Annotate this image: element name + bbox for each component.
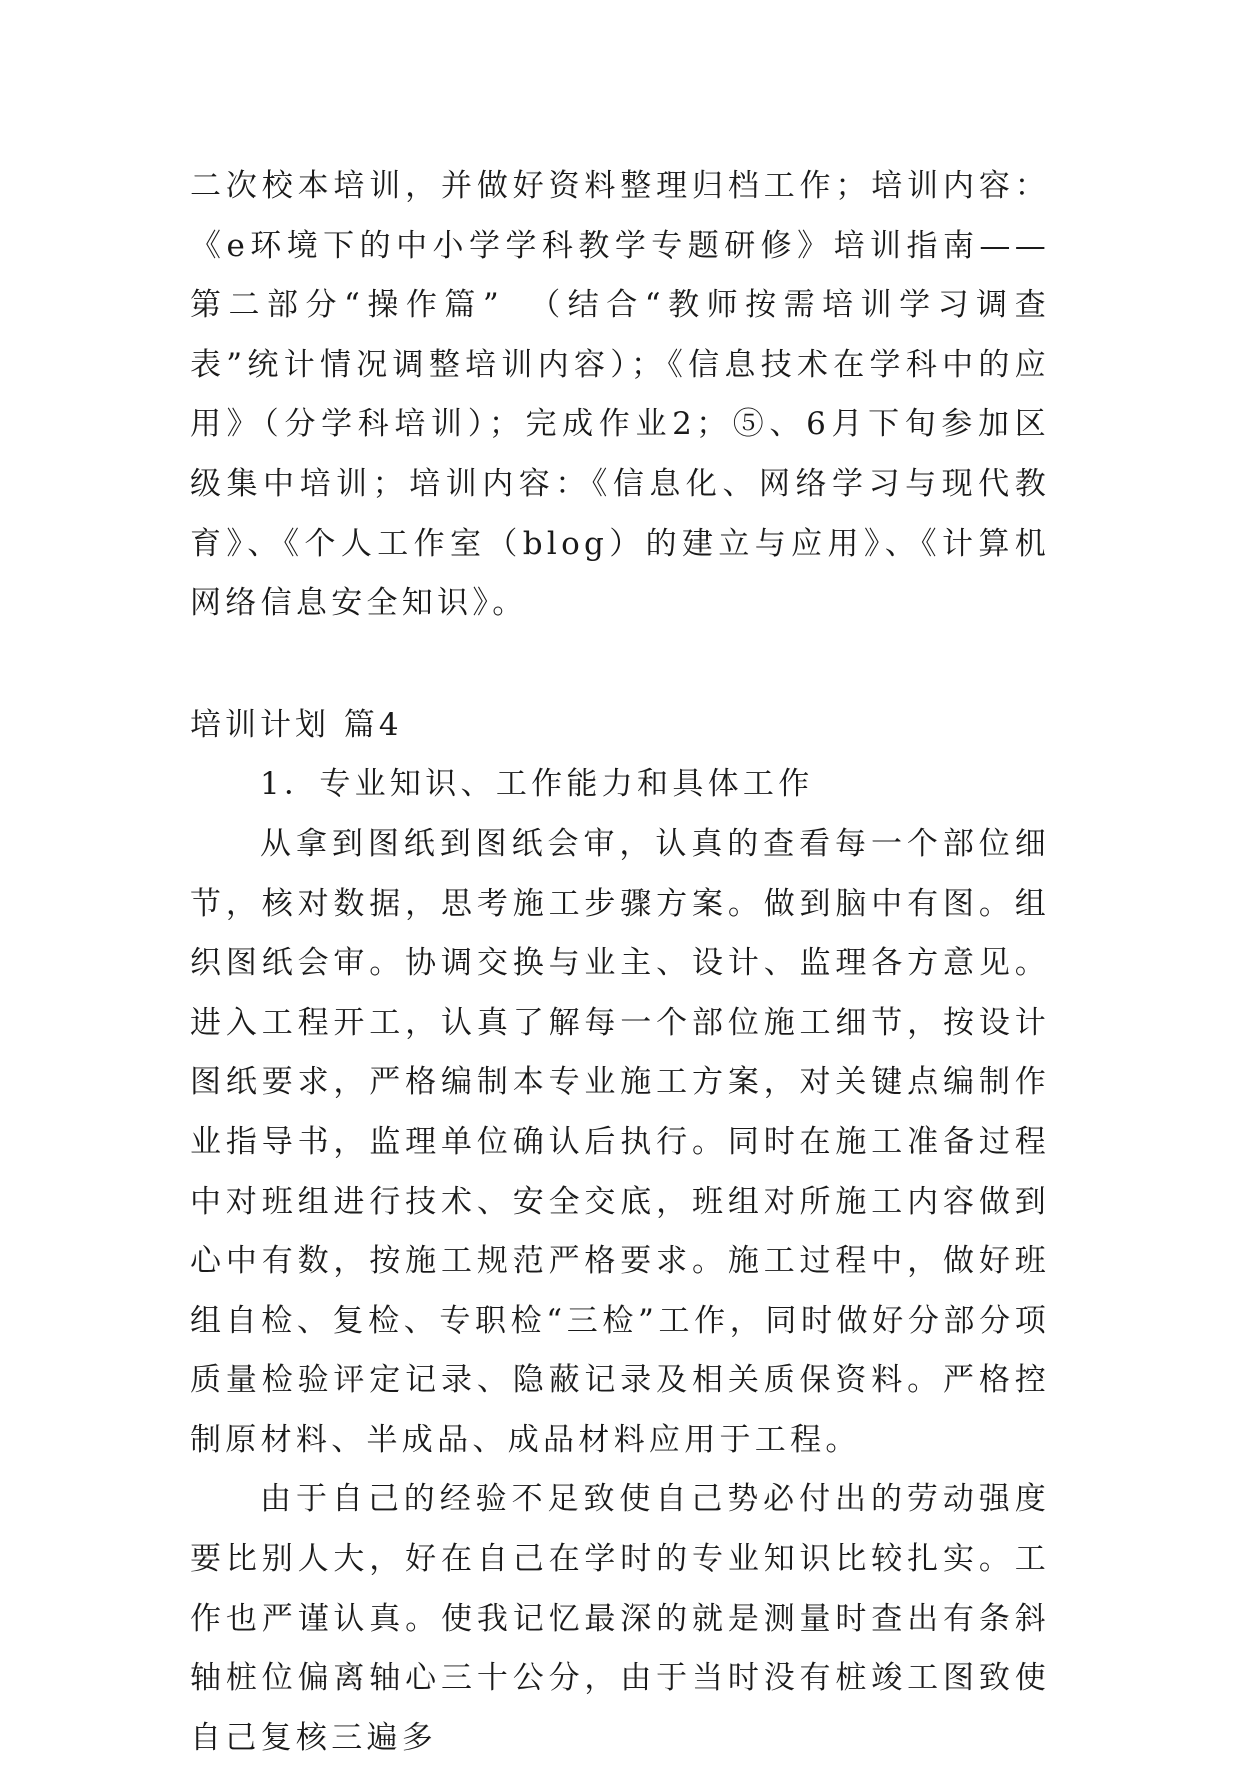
body-paragraph-2: 由于自己的经验不足致使自己势必付出的劳动强度要比别人大，好在自己在学时的专业知识比较扎实。工作也严谨认真。使我记忆最深的就是测量时查出有条斜轴桩位偏离轴心三十公分，由于当时没有桩竣工图致使自己复核三遍多	[190, 1481, 1050, 1756]
opening-paragraph: 二次校本培训，并做好资料整理归档工作；培训内容：《e环境下的中小学学科教学专题研修》培训指南——第二部分“操作篇” （结合“教师按需培训学习调查表”统计情况调整培训内容）；《信息技术在学科中的应用》（分学科培训）；完成作业2；⑤、6月下旬参加区级集中培训；培训内容：《信息化、网络学习与现代教育》、《个人工作室（blog）的建立与应用》、《计算机网络信息安全知识》。	[190, 168, 1050, 622]
item-heading: 1．专业知识、工作能力和具体工作	[260, 766, 814, 803]
section-title: 培训计划 篇4	[190, 706, 403, 743]
body-paragraph-1: 从拿到图纸到图纸会审，认真的查看每一个部位细节，核对数据，思考施工步骤方案。做到脑中有图。组织图纸会审。协调交换与业主、设计、监理各方意见。进入工程开工，认真了解每一个部位施工细节，按设计图纸要求，严格编制本专业施工方案，对关键点编制作业指导书，监理单位确认后执行。同时在施工准备过程中对班组进行技术、安全交底，班组对所施工内容做到心中有数，按施工规范严格要求。施工过程中，做好班组自检、复检、专职检“三检”工作，同时做好分部分项质量检验评定记录、隐蔽记录及相关质保资料。严格控制原材料、半成品、成品材料应用于工程。	[190, 825, 1050, 1458]
document-body	[190, 157, 1050, 1768]
